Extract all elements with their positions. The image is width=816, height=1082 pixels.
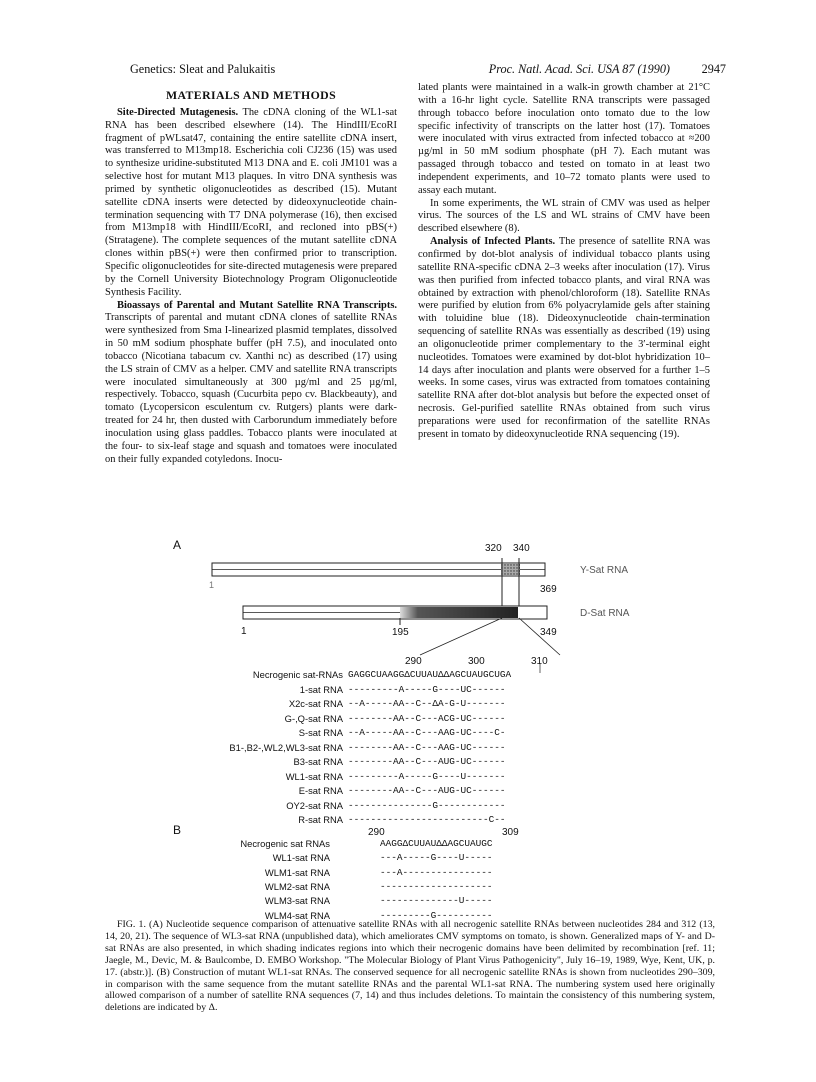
alignment-b-row-label: WLM4-sat RNA bbox=[264, 909, 330, 921]
alignment-a-row-sequence: --------AA--C---ACG-UC------ bbox=[348, 712, 506, 724]
alignment-a-row-sequence: ---------------G------------ bbox=[348, 799, 506, 811]
alignment-a-row-sequence: GAGGCUAAGGΔCUUAUΔΔAGCUAUGCUGA bbox=[348, 669, 512, 680]
figure-caption bbox=[105, 919, 715, 1014]
paragraph-title: Bioassays of Parental and Mutant Satellite RNA Transcripts. bbox=[117, 299, 397, 311]
section-heading: MATERIALS AND METHODS bbox=[165, 88, 337, 102]
alignment-b-row-sequence: ---A-----G----U----- bbox=[380, 852, 493, 864]
alignment-b-row-label: Necrogenic sat RNAs bbox=[240, 838, 330, 849]
d-sat-label: D-Sat RNA bbox=[580, 608, 630, 619]
alignment-a-row-sequence: --A-----AA--C---AAG-UC----C- bbox=[348, 727, 506, 738]
caption-paragraph bbox=[105, 919, 715, 1014]
alignment-a-row-label: 1-sat RNA bbox=[299, 683, 343, 695]
alignment-a-row-sequence: --------AA--C---AUG-UC------ bbox=[348, 756, 506, 767]
a-pos-300: 300 bbox=[468, 656, 485, 667]
alignment-a-row-label: OY2-sat RNA bbox=[286, 799, 343, 811]
alignment-b-row-sequence: ---A---------------- bbox=[380, 866, 493, 878]
header-authors: Genetics: Sleat and Palukaitis bbox=[130, 62, 276, 76]
alignment-a-row-sequence: ---------A-----G----U------- bbox=[348, 770, 506, 782]
alignment-a-row-label: Necrogenic sat-RNAs bbox=[252, 669, 343, 680]
caption-lead: FIG. 1. bbox=[117, 919, 146, 930]
alignment-b-row-sequence: AAGGΔCUUAUΔΔAGCUAUGC bbox=[380, 838, 493, 849]
projection-line-left bbox=[420, 618, 502, 655]
y-mark-320: 320 bbox=[485, 543, 502, 554]
alignment-a-row-label: WL1-sat RNA bbox=[285, 770, 343, 782]
paragraph-helper-virus: In some experiments, the WL strain of CMV was used as helper virus. The sources of the LS and WL strains of CMV have been described elsewhere (8). bbox=[418, 197, 710, 235]
page-number: 2947 bbox=[701, 62, 726, 76]
paragraph-title: Site-Directed Mutagenesis. bbox=[117, 106, 239, 118]
d-mid: 195 bbox=[392, 627, 409, 638]
paragraph-continued: lated plants were maintained in a walk-in growth chamber at 21°C with a 16-hr light cycle. Satellite RNA transcripts were passaged through tobacco before inoculation onto tomato due to the low specific infectivity of transcripts on the latter host (17). Tomatoes were inoculated with virus extracted from infected tobacco at ≈200 µg/ml in 50 mM sodium phosphate (pH 7). Each mutant was passaged through tobacco and tested on tomato in at least two independent experiments, and 10–72 tomato plants were used to assay each mutant. bbox=[418, 82, 710, 196]
alignment-a-row-label: X2c-sat RNA bbox=[288, 698, 343, 709]
alignment-a-row-label: R-sat RNA bbox=[298, 814, 343, 825]
b-pos-290: 290 bbox=[368, 827, 385, 838]
alignment-b-row-sequence: -------------------- bbox=[380, 880, 493, 892]
paragraph-body: Transcripts of parental and mutant cDNA clones of satellite RNAs were synthesized from Sma I-linearized plasmid templates, dissolved in 50 mM sodium phosphate buffer (pH 7.5), and inoculated onto tobacco (Nicotiana tabacum cv. Xanthi nc) as described (17) using the LS strain of CMV as a helper. CMV and satellite RNA transcripts were inoculated simultaneously at 300 µg/ml and 25 µg/ml, respectively. Tobacco, squash (Cucurbita pepo cv. Blackbeauty), and tomato (Lycopersicon esculentum cv. Rutgers) plants were dark-treated for 24 hr, then dusted with Carborundum immediately before inoculation using glass paddles. Tobacco plants were inoculated at the four- to six-leaf stage and squash and tomatoes were inoculated on their fully expanded cotyledons. Inocu- bbox=[105, 312, 397, 465]
a-pos-310: 310 bbox=[531, 656, 548, 667]
y-sat-necrogenic-region bbox=[501, 564, 520, 575]
b-pos-309: 309 bbox=[502, 827, 519, 838]
alignment-a-row-sequence: --------AA--C---AUG-UC------ bbox=[348, 785, 506, 796]
alignment-a-row-sequence: ---------A-----G----UC------ bbox=[348, 683, 506, 695]
paragraph-body: The cDNA cloning of the WL1-sat RNA has been described elsewhere (14). The HindIII/EcoRI fragment of pWLsat47, containing the entire satellite cDNA insert, was transferred to M13mp18. Escherichia coli CJ236 (15) was used to synthesize uridine-substituted M13 DNA and E. coli JM101 was a selective host for mutant M13 plaques. In vitro DNA synthesis was primed by synthetic oligonucleotides as described (15). Mutant satellite cDNA inserts were detected by dideoxynucleotide chain-termination sequencing with T7 DNA polymerase (16), then excised from M13mp18 with HindIII/EcoRI, and recloned into pBS(+) (Stratagene). The complete sequences of the mutant satellite cDNA clones within pBS(+) were then confirmed prior to transcription. Specific oligonucleotides for site-directed mutagenesis were prepared by the Cornell University Biotechnology Program Oligonucleotide Synthesis Facility. bbox=[105, 106, 397, 298]
alignment-b-row-label: WLM3-sat RNA bbox=[264, 895, 330, 907]
y-sat-label: Y-Sat RNA bbox=[580, 565, 628, 576]
y-mark-340: 340 bbox=[513, 543, 530, 554]
d-start: 1 bbox=[241, 626, 247, 637]
a-pos-290: 290 bbox=[405, 656, 422, 667]
alignment-b-row-sequence: --------------U----- bbox=[380, 895, 493, 907]
alignment-a-row-sequence: --A-----AA--C--ΔA-G-U------- bbox=[348, 698, 506, 709]
paragraph-body: The presence of satellite RNA was confirmed by dot-blot analysis of individual tobacco plants using satellite RNA-specific cDNA 2–3 weeks after inoculation (17). Virus was then purified from infected tobacco plants, and viral RNA was obtained by extraction with phenol/chloroform (18). Satellite RNAs were purified by elution from 6% polyacrylamide gels after staining with toluidine blue (18). Dideoxynucleotide chain-termination sequencing of satellite RNAs was essentially as described (19) using an oligonucleotide primer complementary to the 3′-terminal eight nucleotides. Tomatoes were examined by dot-blot hybridization 10–14 days after inoculation and plants were observed for a further 1–5 weeks. In some cases, virus was extracted from tomatoes containing satellite RNA after dot-blot analysis but before the expected onset of necrosis. Gel-purified satellite RNAs obtained from such virus preparations were used for reconfirmation of the satellite RNAs present in tomato by dideoxynucleotide RNA sequencing (19). bbox=[418, 236, 711, 440]
header-journal: Proc. Natl. Acad. Sci. USA 87 (1990) bbox=[488, 62, 670, 76]
d-sat-necrogenic-region bbox=[400, 607, 518, 618]
alignment-b-row-label: WLM1-sat RNA bbox=[264, 866, 330, 878]
alignment-a-row-label: G-,Q-sat RNA bbox=[284, 712, 343, 724]
alignment-a-row-label: B3-sat RNA bbox=[293, 756, 343, 767]
y-end: 369 bbox=[540, 584, 557, 595]
paragraph-title: Analysis of Infected Plants. bbox=[430, 236, 556, 248]
panel-a-label: A bbox=[173, 538, 182, 552]
panel-b-label: B bbox=[173, 823, 182, 837]
alignment-a-row-label: B1-,B2-,WL2,WL3-sat RNA bbox=[229, 741, 343, 753]
d-end: 349 bbox=[540, 627, 557, 638]
y-start: 1 bbox=[209, 580, 215, 590]
caption-text: (A) Nucleotide sequence comparison of attenuative satellite RNAs with all necrogenic satellite RNAs between nucleotides 284 and 312 (13, 14, 20, 21). The sequence of WL3-sat RNA (unpublished data), which ameliorates CMV symptoms on tomato, is shown. Generalized maps of Y- and D-sat RNAs are also presented, in which shading indicates regions into which their necrogenic domains have been delimited by recombination [ref. 11; Jaegle, M., Devic, M. & Baulcombe, D. EMBO Workshop. "The Molecular Biology of Plant Virus Pathogenicity", July 16–19, 1989, Wye, Kent, UK, p. 17. (abstr.)]. (B) Construction of mutant WL1-sat RNAs. The conserved sequence for all necrogenic satellite RNAs is shown from nucleotides 290–309, in comparison with the same sequence from the mutant satellite RNAs and the parental WL1-sat RNA. The numbering system used here originally allowed comparison of a number of satellite RNA sequences (7, 14) and thus includes deletions. To maintain the consistency of this numbering system, deletions are indicated by Δ. bbox=[105, 919, 715, 1014]
alignment-b-row-label: WLM2-sat RNA bbox=[264, 880, 330, 892]
alignment-b-row-label: WL1-sat RNA bbox=[272, 852, 330, 864]
alignment-b-row-sequence: ---------G---------- bbox=[380, 909, 493, 921]
alignment-a-row-label: E-sat RNA bbox=[298, 785, 343, 796]
alignment-a-row-label: S-sat RNA bbox=[298, 727, 343, 738]
alignment-a-row-sequence: -------------------------C-- bbox=[348, 814, 506, 825]
alignment-a-row-sequence: --------AA--C---AAG-UC------ bbox=[348, 741, 506, 753]
